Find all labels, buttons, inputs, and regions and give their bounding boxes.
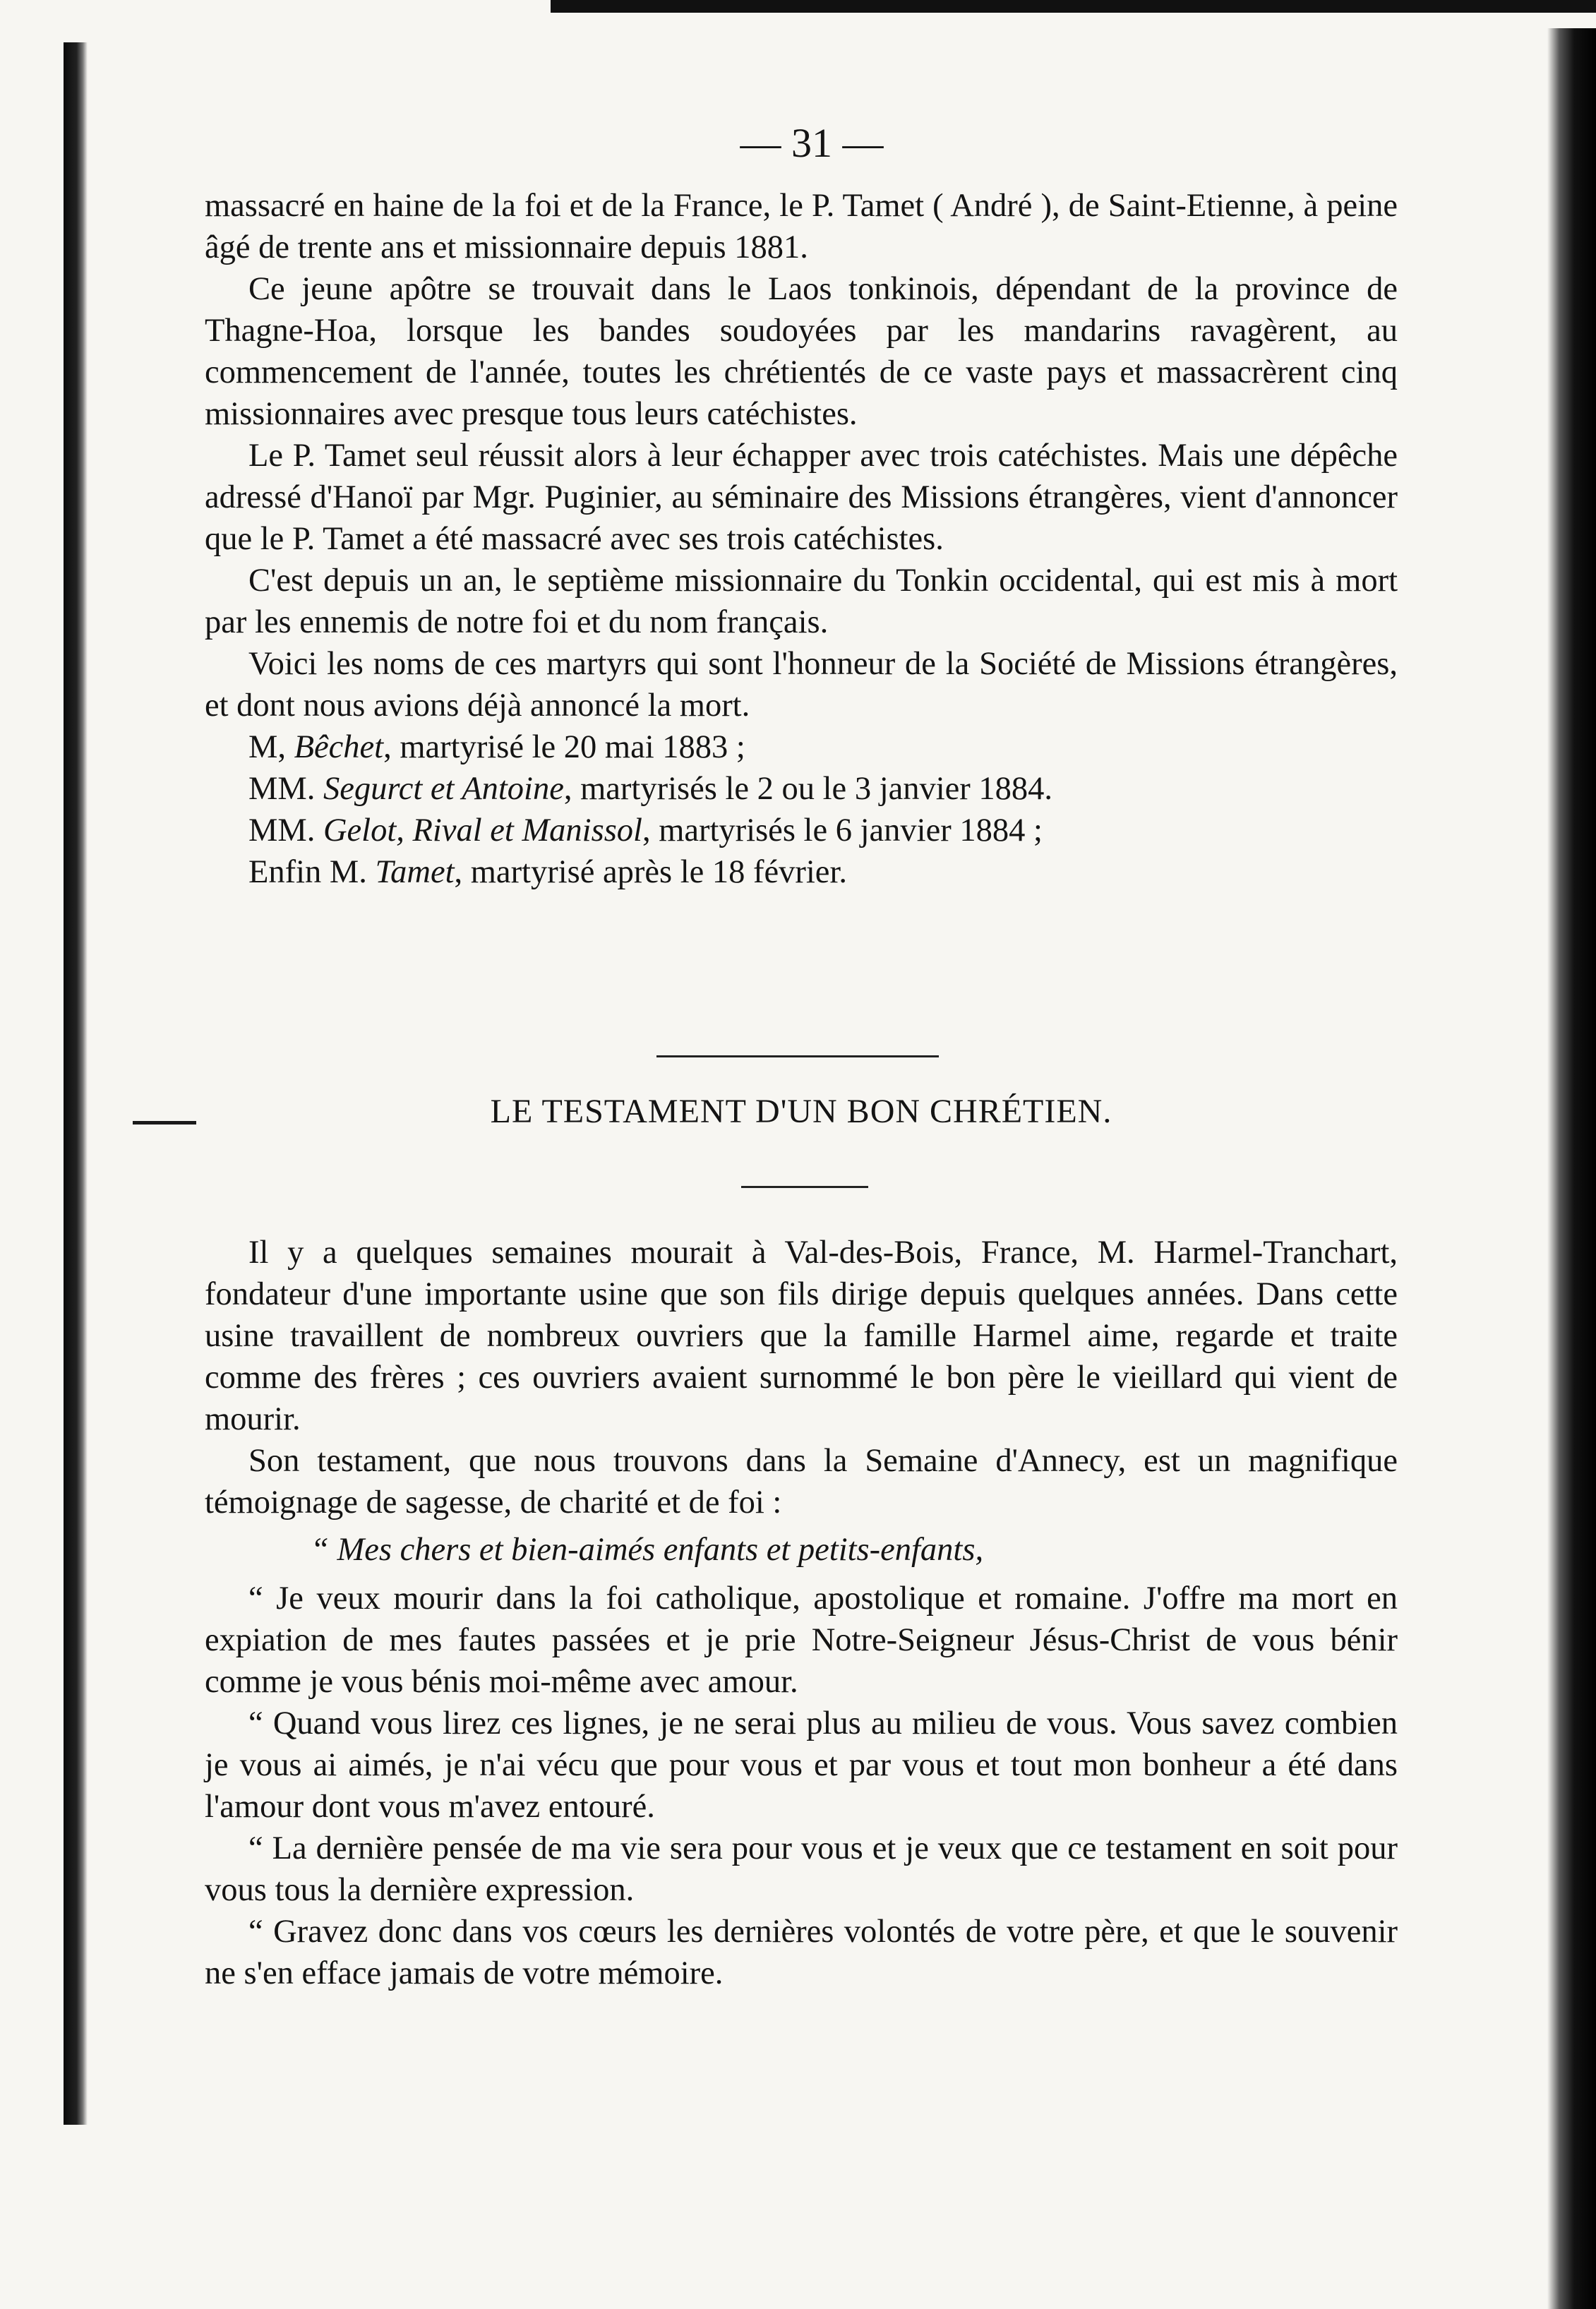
quote-paragraph: “ Je veux mourir dans la foi catholique, apostolique et romaine. J'offre ma mort en expiation de mes fautes passées et je prie Notre-Seigneur Jésus-Christ de vous bénir comme je vous bénis moi-même avec amour.	[205, 1581, 1398, 1700]
martyr-prefix: MM.	[248, 771, 323, 807]
martyr-entry	[205, 726, 1398, 768]
martyr-prefix: M,	[248, 729, 294, 765]
martyr-detail: , martyrisé après le 18 février.	[454, 854, 847, 890]
martyr-names: Segurct et Antoine	[323, 771, 564, 807]
section-divider	[656, 1055, 939, 1057]
martyr-detail: , martyrisés le 2 ou le 3 janvier 1884.	[563, 771, 1053, 807]
salutation: “ Mes chers et bien-aimés enfants et petits-enfants,	[311, 1532, 984, 1568]
martyr-names: Bêchet	[294, 729, 384, 765]
martyr-entry	[205, 768, 1398, 810]
martyr-list	[205, 726, 1398, 893]
paragraph: Il y a quelques semaines mourait à Val-des-Bois, France, M. Harmel-Tranchart, fondateur d'une importante usine que son fils dirige depuis quelques années. Dans cette usine travaillent de nombreux ouvriers que la famille Harmel aime, regarde et traite comme des frères ; ces ouvriers avaient surnommé le bon père le vieillard qui vient de mourir.	[205, 1235, 1398, 1437]
paragraph: Le P. Tamet seul réussit alors à leur échapper avec trois catéchistes. Mais une dépêche adressé d'Hanoï par Mgr. Puginier, au séminaire des Missions étrangères, vient d'annoncer que le P. Tamet a été massacré avec ses trois catéchistes.	[205, 438, 1398, 557]
scan-right-edge	[1547, 28, 1596, 2309]
paragraph: C'est depuis un an, le septième missionnaire du Tonkin occidental, qui est mis à mort par les ennemis de notre foi et du nom français.	[205, 563, 1398, 640]
scan-top-edge	[551, 0, 1596, 13]
martyr-names: Gelot, Rival et Manissol	[323, 812, 642, 848]
quote-paragraph: “ Gravez donc dans vos cœurs les dernières volontés de votre père, et que le souvenir ne s'en efface jamais de votre mémoire.	[205, 1914, 1398, 1991]
section-heading: LE TESTAMENT D'UN BON CHRÉTIEN.	[490, 1093, 1112, 1130]
martyr-detail: , martyrisés le 6 janvier 1884 ;	[642, 812, 1043, 848]
paragraph: massacré en haine de la foi et de la France, le P. Tamet ( André ), de Saint-Etienne, à peine âgé de trente ans et missionnaire depuis 1881.	[205, 188, 1398, 265]
martyr-names: Tamet	[375, 854, 455, 890]
article-testament	[205, 1232, 1398, 1994]
margin-dash	[133, 1121, 196, 1124]
heading-underline	[741, 1186, 868, 1188]
article-martyrs	[205, 185, 1398, 893]
quote-paragraph: “ Quand vous lirez ces lignes, je ne serai plus au milieu de vous. Vous savez combien je vous ai aimés, je n'ai vécu que pour vous et par vous et tout mon bonheur a été dans l'amour dont vous m'avez entouré.	[205, 1705, 1398, 1825]
martyr-prefix: MM.	[248, 812, 323, 848]
paragraph: Voici les noms de ces martyrs qui sont l'honneur de la Société de Missions étrangères, et dont nous avions déjà annoncé la mort.	[205, 646, 1398, 724]
martyr-prefix: Enfin M.	[248, 854, 376, 890]
martyr-detail: , martyrisé le 20 mai 1883 ;	[383, 729, 745, 765]
martyr-entry	[205, 851, 1398, 893]
page-number: — 31 —	[740, 120, 884, 166]
quote-paragraph: “ La dernière pensée de ma vie sera pour vous et je veux que ce testament en soit pour vous tous la dernière expression.	[205, 1830, 1398, 1908]
paragraph: Ce jeune apôtre se trouvait dans le Laos tonkinois, dépendant de la province de Thagne-Hoa, lorsque les bandes soudoyées par les mandarins ravagèrent, au commencement de l'année, toutes les chrétientés de ce vaste pays et massacrèrent cinq missionnaires avec presque tous leurs catéchistes.	[205, 271, 1398, 432]
scan-left-edge	[64, 42, 88, 2125]
paragraph: Son testament, que nous trouvons dans la Semaine d'Annecy, est un magnifique témoignage de sagesse, de charité et de foi :	[205, 1443, 1398, 1521]
martyr-entry	[205, 810, 1398, 851]
